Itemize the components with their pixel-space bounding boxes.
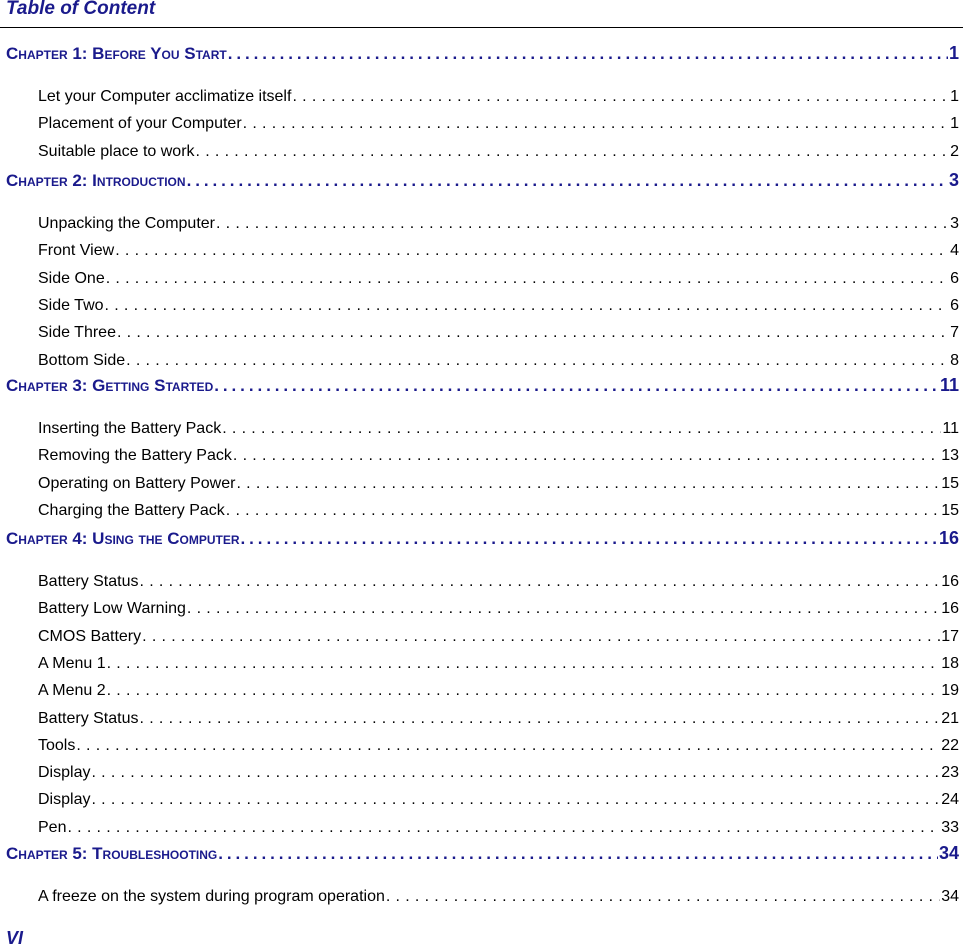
section-page-number: 33 <box>941 818 959 836</box>
page-number: VI <box>6 928 24 948</box>
toc-section-entry[interactable] <box>38 215 959 237</box>
toc-section-entry[interactable] <box>38 447 959 469</box>
toc-section-entry[interactable] <box>38 420 959 442</box>
dot-leader <box>140 710 941 728</box>
toc-section-entry[interactable] <box>38 324 959 346</box>
section-title: Side Three <box>38 324 116 342</box>
dot-leader <box>241 529 938 549</box>
dot-leader <box>106 270 949 288</box>
toc-section-entry[interactable] <box>38 764 959 786</box>
section-title: Front View <box>38 242 115 260</box>
section-page-number: 16 <box>941 573 959 590</box>
toc-section-entry[interactable] <box>38 88 959 110</box>
dot-leader <box>228 44 948 64</box>
toc-section-entry[interactable] <box>38 888 959 910</box>
toc-section-entry[interactable] <box>38 475 959 497</box>
section-page-number: 18 <box>941 654 959 672</box>
toc-section-entry[interactable] <box>38 737 959 759</box>
chapter-page-number: 11 <box>939 375 959 395</box>
section-title: A freeze on the system during program operation <box>38 888 385 905</box>
chapter-title: Chapter 3: Getting Started <box>6 376 214 395</box>
section-title: Display <box>38 791 91 809</box>
toc-section-entry[interactable] <box>38 143 959 165</box>
dot-leader <box>187 171 948 191</box>
section-page-number: 34 <box>941 888 959 905</box>
toc-section-entry[interactable] <box>38 297 959 319</box>
section-title: Operating on Battery Power <box>38 474 236 492</box>
toc-chapter-entry[interactable] <box>6 843 959 865</box>
dot-leader <box>105 297 950 315</box>
dot-leader <box>91 764 940 782</box>
dot-leader <box>218 844 938 864</box>
dot-leader <box>117 324 949 342</box>
toc-section-entry[interactable] <box>38 502 959 524</box>
dot-leader <box>126 352 949 370</box>
section-page-number: 24 <box>941 791 959 809</box>
chapter-page-number: 34 <box>938 843 959 863</box>
section-page-number: 17 <box>941 627 959 645</box>
chapter-title: Chapter 5: Troubleshooting <box>6 844 218 863</box>
section-title: Let your Computer acclimatize itself <box>38 88 292 105</box>
chapter-title: Chapter 1: Before You Start <box>6 44 227 63</box>
section-page-number: 6 <box>950 296 959 314</box>
dot-leader <box>115 242 949 260</box>
toc-chapter-entry[interactable] <box>6 170 959 192</box>
section-title: Unpacking the Computer <box>38 215 215 232</box>
section-page-number: 19 <box>941 682 959 700</box>
toc-section-entry[interactable] <box>38 710 959 732</box>
section-title: Battery Status <box>38 709 139 727</box>
section-page-number: 4 <box>950 242 959 260</box>
dot-leader <box>226 502 940 520</box>
section-page-number: 2 <box>950 142 959 160</box>
toc-section-entry[interactable] <box>38 573 959 595</box>
dot-leader <box>214 376 939 396</box>
dot-leader <box>140 573 941 591</box>
toc-heading: Table of Content <box>6 0 156 19</box>
section-title: Charging the Battery Pack <box>38 501 225 519</box>
toc-section-entry[interactable] <box>38 628 959 650</box>
section-page-number: 23 <box>941 764 959 782</box>
section-page-number: 16 <box>941 600 959 618</box>
section-page-number: 21 <box>941 709 959 727</box>
section-page-number: 1 <box>950 88 959 105</box>
chapter-page-number: 1 <box>948 43 959 63</box>
section-title: Placement of your Computer <box>38 115 242 133</box>
section-title: Pen <box>38 818 67 836</box>
dot-leader <box>196 143 950 161</box>
dot-leader <box>107 682 941 700</box>
toc-chapter-entry[interactable] <box>6 528 959 550</box>
section-page-number: 6 <box>950 269 959 287</box>
section-page-number: 3 <box>950 215 959 232</box>
dot-leader <box>222 420 941 438</box>
section-page-number: 8 <box>950 351 959 369</box>
section-title: Inserting the Battery Pack <box>38 420 222 437</box>
section-title: Removing the Battery Pack <box>38 447 232 465</box>
section-title: Side One <box>38 269 105 287</box>
section-page-number: 11 <box>942 420 959 437</box>
section-title: Bottom Side <box>38 351 126 369</box>
section-page-number: 15 <box>941 474 959 492</box>
toc-section-entry[interactable] <box>38 682 959 704</box>
dot-leader <box>107 655 941 673</box>
chapter-title: Chapter 4: Using the Computer <box>6 529 240 548</box>
dot-leader <box>142 628 940 646</box>
dot-leader <box>243 115 949 133</box>
section-page-number: 7 <box>950 324 959 342</box>
chapter-page-number: 3 <box>948 170 959 190</box>
section-title: Battery Status <box>38 573 139 590</box>
dot-leader <box>91 791 940 809</box>
toc-section-entry[interactable] <box>38 655 959 677</box>
section-page-number: 15 <box>941 501 959 519</box>
toc-section-entry[interactable] <box>38 352 959 374</box>
heading-divider <box>0 27 963 28</box>
section-title: Side Two <box>38 296 104 314</box>
toc-section-entry[interactable] <box>38 791 959 813</box>
toc-section-entry[interactable] <box>38 242 959 264</box>
toc-section-entry[interactable] <box>38 115 959 137</box>
dot-leader <box>386 888 940 906</box>
toc-section-entry[interactable] <box>38 270 959 292</box>
dot-leader <box>233 447 940 465</box>
section-title: A Menu 2 <box>38 682 106 700</box>
dot-leader <box>236 475 940 493</box>
section-title: Display <box>38 764 91 782</box>
dot-leader <box>292 88 949 106</box>
dot-leader <box>187 600 940 618</box>
toc-section-entry[interactable] <box>38 600 959 622</box>
toc-chapter-entry[interactable] <box>6 43 959 65</box>
dot-leader <box>76 737 940 755</box>
chapter-page-number: 16 <box>938 528 959 548</box>
dot-leader <box>67 819 940 837</box>
toc-chapter-entry[interactable] <box>6 375 959 397</box>
section-title: CMOS Battery <box>38 627 142 645</box>
section-page-number: 22 <box>941 736 959 754</box>
section-page-number: 1 <box>950 115 959 133</box>
chapter-title: Chapter 2: Introduction <box>6 171 186 190</box>
section-title: Suitable place to work <box>38 142 195 160</box>
section-page-number: 13 <box>941 447 959 465</box>
toc-section-entry[interactable] <box>38 819 959 841</box>
section-title: Tools <box>38 736 76 754</box>
section-title: A Menu 1 <box>38 654 106 672</box>
dot-leader <box>216 215 949 233</box>
section-title: Battery Low Warning <box>38 600 186 618</box>
